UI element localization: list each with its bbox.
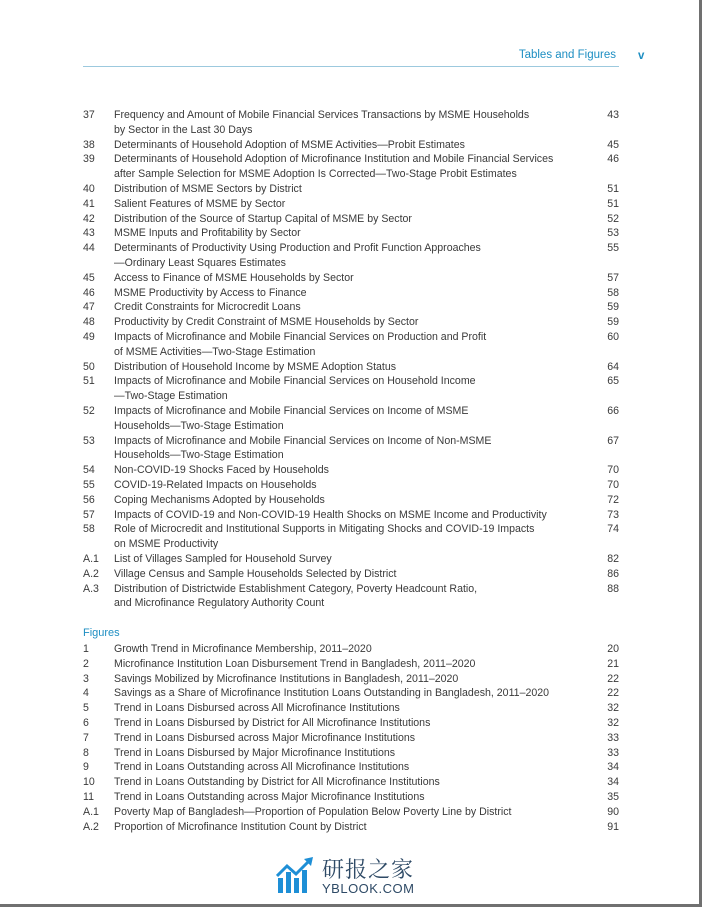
entry-title <box>114 775 589 790</box>
entry-number: 53 <box>83 434 95 447</box>
toc-entry[interactable] <box>83 567 619 582</box>
entry-title-line: Growth Trend in Microfinance Membership, 2011–2020 <box>114 643 372 655</box>
entry-title <box>114 790 589 805</box>
entry-title <box>114 582 589 612</box>
entry-title <box>114 152 589 182</box>
running-header-title: Tables and Figures <box>518 49 616 61</box>
entry-page-number: 72 <box>607 493 619 506</box>
entry-title <box>114 716 589 731</box>
entry-title <box>114 567 589 582</box>
entry-title-line: by Sector in the Last 30 Days <box>114 123 253 136</box>
entry-title-line: Proportion of Microfinance Institution Count by District <box>114 820 367 833</box>
entry-title-line: Impacts of Microfinance and Mobile Financial Services on Production and Profit <box>114 330 487 343</box>
entry-title-line: Distribution of MSME Sectors by District <box>114 182 302 195</box>
entry-number: 38 <box>83 138 95 151</box>
entry-title-line: Coping Mechanisms Adopted by Households <box>114 493 325 506</box>
entry-title <box>114 315 589 330</box>
entry-page-number: 43 <box>607 109 619 121</box>
entry-page-number: 70 <box>607 464 619 477</box>
entry-page-number: 66 <box>607 404 619 417</box>
toc-entry[interactable] <box>83 271 619 286</box>
entry-title <box>114 820 589 835</box>
entry-title <box>114 374 589 404</box>
toc-entry[interactable] <box>83 152 619 182</box>
toc-entry[interactable] <box>83 434 619 464</box>
entry-page-number: 22 <box>607 687 619 700</box>
entry-title <box>114 212 589 227</box>
entry-title-line: Trend in Loans Outstanding by District for All Microfinance Institutions <box>114 776 440 789</box>
entry-title-line: Microfinance Institution Loan Disbursement Trend in Bangladesh, 2011–2020 <box>114 657 476 670</box>
entry-title-line: Impacts of Microfinance and Mobile Financial Services on Household Income <box>114 375 476 388</box>
toc-entry[interactable] <box>83 463 619 478</box>
entry-page-number: 45 <box>607 138 619 151</box>
entry-title-line: Trend in Loans Disbursed across All Microfinance Institutions <box>114 702 400 715</box>
entry-number: A.2 <box>83 820 99 833</box>
entry-page-number: 46 <box>607 153 619 166</box>
entry-number: 9 <box>83 761 89 774</box>
entry-page-number: 33 <box>607 731 619 744</box>
entry-title <box>114 360 589 375</box>
entry-title-line: on MSME Productivity <box>114 538 219 551</box>
tables-list <box>83 108 619 611</box>
entry-number: 45 <box>83 271 95 284</box>
toc-entry[interactable] <box>83 493 619 508</box>
entry-title <box>114 182 589 197</box>
entry-title-line: Determinants of Household Adoption of Microfinance Institution and Mobile Financial Services <box>114 153 554 166</box>
entry-number: 11 <box>83 790 94 803</box>
entry-page-number: 34 <box>607 776 619 789</box>
figures-list <box>83 642 619 834</box>
entry-number: 10 <box>83 776 95 789</box>
entry-number: 56 <box>83 493 95 506</box>
toc-entry[interactable] <box>83 108 619 138</box>
entry-title <box>114 552 589 567</box>
entry-page-number: 59 <box>607 316 619 329</box>
toc-entry[interactable] <box>83 138 619 153</box>
entry-number: 47 <box>83 301 95 314</box>
entry-title <box>114 404 589 434</box>
entry-page-number: 33 <box>607 746 619 759</box>
toc-entry[interactable] <box>83 522 619 552</box>
entry-number: 43 <box>83 227 95 240</box>
toc-entry[interactable] <box>83 197 619 212</box>
toc-entry[interactable] <box>83 360 619 375</box>
entry-page-number: 55 <box>607 242 619 255</box>
entry-page-number: 82 <box>607 552 619 565</box>
entry-title <box>114 508 589 523</box>
entry-page-number: 20 <box>607 643 619 655</box>
entry-title-line: of MSME Activities—Two-Stage Estimation <box>114 345 316 358</box>
toc-entry[interactable] <box>83 212 619 227</box>
toc-entry[interactable] <box>83 731 619 746</box>
entry-page-number: 90 <box>607 805 619 818</box>
toc-entry[interactable] <box>83 775 619 790</box>
figures-heading: Figures <box>83 627 120 639</box>
entry-page-number: 58 <box>607 286 619 299</box>
entry-page-number: 32 <box>607 702 619 715</box>
entry-title-line: Households—Two-Stage Estimation <box>114 419 284 432</box>
entry-title-line: Poverty Map of Bangladesh—Proportion of Population Below Poverty Line by District <box>114 805 512 818</box>
entry-page-number: 51 <box>607 182 619 195</box>
entry-number: 3 <box>83 672 89 685</box>
entry-title <box>114 271 589 286</box>
entry-title-line: Trend in Loans Outstanding across All Microfinance Institutions <box>114 761 410 774</box>
entry-number: 52 <box>83 404 95 417</box>
entry-title <box>114 642 589 657</box>
entry-title-line: Village Census and Sample Households Selected by District <box>114 567 397 580</box>
entry-number: 2 <box>83 657 89 670</box>
entry-number: 7 <box>83 731 89 744</box>
entry-title <box>114 330 589 360</box>
entry-number: 49 <box>83 330 95 343</box>
entry-page-number: 32 <box>607 716 619 729</box>
entry-page-number: 86 <box>607 567 619 580</box>
entry-title-line: Households—Two-Stage Estimation <box>114 449 284 462</box>
entry-page-number: 21 <box>607 657 619 670</box>
entry-title-line: and Microfinance Regulatory Authority Count <box>114 597 325 610</box>
entry-title-line: Non-COVID-19 Shocks Faced by Households <box>114 464 329 477</box>
entry-title <box>114 300 589 315</box>
entry-number: 5 <box>83 702 89 715</box>
page-number: v <box>638 50 645 62</box>
entry-title <box>114 760 589 775</box>
entry-page-number: 53 <box>607 227 619 240</box>
entry-title-line: Savings Mobilized by Microfinance Institutions in Bangladesh, 2011–2020 <box>114 672 459 685</box>
toc-entry[interactable] <box>83 672 619 687</box>
entry-title-line: Impacts of Microfinance and Mobile Financial Services on Income of MSME <box>114 404 469 417</box>
toc-entry[interactable] <box>83 552 619 567</box>
entry-title <box>114 197 589 212</box>
entry-title <box>114 686 589 701</box>
entry-title <box>114 657 589 672</box>
toc-entry[interactable] <box>83 820 619 835</box>
entry-title-line: Distribution of the Source of Startup Capital of MSME by Sector <box>114 212 412 225</box>
entry-number: 48 <box>83 316 95 329</box>
entry-title <box>114 746 589 761</box>
toc-entry[interactable] <box>83 790 619 805</box>
entry-number: 41 <box>83 197 95 210</box>
bar-chart-trend-icon <box>276 856 316 899</box>
entry-number: A.1 <box>83 805 99 818</box>
entry-number: 39 <box>83 153 95 166</box>
entry-page-number: 51 <box>607 197 619 210</box>
entry-title-line: Savings as a Share of Microfinance Institution Loans Outstanding in Bangladesh, 2011–2020 <box>114 687 550 700</box>
entry-title-line: Role of Microcredit and Institutional Supports in Mitigating Shocks and COVID-19 Impacts <box>114 523 535 536</box>
entry-number: 8 <box>83 746 89 759</box>
entry-page-number: 74 <box>607 523 619 536</box>
entry-number: 44 <box>83 242 95 255</box>
entry-page-number: 59 <box>607 301 619 314</box>
entry-title <box>114 108 589 138</box>
entry-title-line: Determinants of Household Adoption of MSME Activities—Probit Estimates <box>114 138 465 151</box>
toc-entry[interactable] <box>83 315 619 330</box>
toc-entry[interactable] <box>83 582 619 612</box>
entry-title <box>114 463 589 478</box>
toc-entry[interactable] <box>83 286 619 301</box>
watermark-domain-text: YBLOOK.COM <box>322 880 415 896</box>
entry-page-number: 67 <box>607 434 619 447</box>
entry-title <box>114 138 589 153</box>
entry-title-line: Distribution of Districtwide Establishment Category, Poverty Headcount Ratio, <box>114 582 478 595</box>
entry-number: 6 <box>83 716 89 729</box>
entry-title-line: Impacts of Microfinance and Mobile Financial Services on Income of Non-MSME <box>114 434 492 447</box>
toc-entry[interactable] <box>83 330 619 360</box>
entry-page-number: 22 <box>607 672 619 685</box>
entry-number: 50 <box>83 360 95 373</box>
watermark-chinese-text: 研报之家 <box>322 856 415 882</box>
entry-title-line: Impacts of COVID-19 and Non-COVID-19 Health Shocks on MSME Income and Productivity <box>114 508 547 521</box>
entry-title-line: Determinants of Productivity Using Production and Profit Function Approaches <box>114 242 481 255</box>
entry-title <box>114 226 589 241</box>
entry-title <box>114 805 589 820</box>
entry-page-number: 60 <box>607 330 619 343</box>
entry-page-number: 65 <box>607 375 619 388</box>
toc-entry[interactable] <box>83 508 619 523</box>
toc-entry[interactable] <box>83 241 619 271</box>
entry-title-line: Frequency and Amount of Mobile Financial Services Transactions by MSME Households <box>114 109 530 121</box>
entry-page-number: 64 <box>607 360 619 373</box>
toc-entry[interactable] <box>83 686 619 701</box>
entry-number: 4 <box>83 687 89 700</box>
entry-number: A.3 <box>83 582 99 595</box>
entry-title <box>114 434 589 464</box>
entry-number: 37 <box>83 109 95 121</box>
entry-title <box>114 731 589 746</box>
entry-title <box>114 701 589 716</box>
entry-title-line: —Ordinary Least Squares Estimates <box>114 256 286 269</box>
toc-entry[interactable] <box>83 182 619 197</box>
toc-entry[interactable] <box>83 404 619 434</box>
toc-entry[interactable] <box>83 701 619 716</box>
entry-title-line: Trend in Loans Outstanding across Major Microfinance Institutions <box>114 790 425 803</box>
toc-entry[interactable] <box>83 746 619 761</box>
entry-title-line: Distribution of Household Income by MSME Adoption Status <box>114 360 397 373</box>
toc-entry[interactable] <box>83 226 619 241</box>
entry-number: 57 <box>83 508 95 521</box>
entry-number: 55 <box>83 478 95 491</box>
entry-page-number: 88 <box>607 582 619 595</box>
entry-number: A.1 <box>83 552 99 565</box>
entry-title <box>114 493 589 508</box>
entry-title-line: Productivity by Credit Constraint of MSME Households by Sector <box>114 316 419 329</box>
entry-title-line: Trend in Loans Disbursed by Major Microfinance Institutions <box>114 746 396 759</box>
toc-entry[interactable] <box>83 478 619 493</box>
entry-page-number: 73 <box>607 508 619 521</box>
entry-title-line: Credit Constraints for Microcredit Loans <box>114 301 301 314</box>
entry-title <box>114 286 589 301</box>
entry-title-line: Trend in Loans Disbursed by District for All Microfinance Institutions <box>114 716 431 729</box>
entry-number: 40 <box>83 182 95 195</box>
toc-entry[interactable] <box>83 642 619 657</box>
entry-number: 42 <box>83 212 95 225</box>
toc-entry[interactable] <box>83 657 619 672</box>
entry-page-number: 70 <box>607 478 619 491</box>
toc-entry[interactable] <box>83 805 619 820</box>
watermark-logo <box>276 856 436 898</box>
entry-title-line: Salient Features of MSME by Sector <box>114 197 286 210</box>
entry-number: 1 <box>83 643 89 655</box>
entry-page-number: 57 <box>607 271 619 284</box>
entry-title-line: Access to Finance of MSME Households by Sector <box>114 271 354 284</box>
entry-title-line: MSME Productivity by Access to Finance <box>114 286 307 299</box>
entry-page-number: 91 <box>607 820 619 833</box>
toc-entry[interactable] <box>83 760 619 775</box>
entry-title <box>114 672 589 687</box>
entry-title-line: COVID-19-Related Impacts on Households <box>114 478 317 491</box>
toc-entry[interactable] <box>83 374 619 404</box>
entry-number: A.2 <box>83 567 99 580</box>
header-divider <box>83 66 619 67</box>
toc-entry[interactable] <box>83 300 619 315</box>
entry-page-number: 34 <box>607 761 619 774</box>
toc-entry[interactable] <box>83 716 619 731</box>
entry-number: 54 <box>83 464 95 477</box>
entry-title-line: MSME Inputs and Profitability by Sector <box>114 227 301 240</box>
entry-title-line: after Sample Selection for MSME Adoption Is Corrected—Two-Stage Probit Estimates <box>114 168 517 181</box>
entry-title-line: Trend in Loans Disbursed across Major Microfinance Institutions <box>114 731 416 744</box>
entry-number: 58 <box>83 523 95 536</box>
entry-page-number: 52 <box>607 212 619 225</box>
entry-title-line: —Two-Stage Estimation <box>114 390 228 403</box>
entry-number: 51 <box>83 375 95 388</box>
entry-page-number: 35 <box>607 790 619 803</box>
entry-title-line: List of Villages Sampled for Household Survey <box>114 552 332 565</box>
entry-number: 46 <box>83 286 95 299</box>
entry-title <box>114 478 589 493</box>
entry-title <box>114 522 589 552</box>
entry-title <box>114 241 589 271</box>
